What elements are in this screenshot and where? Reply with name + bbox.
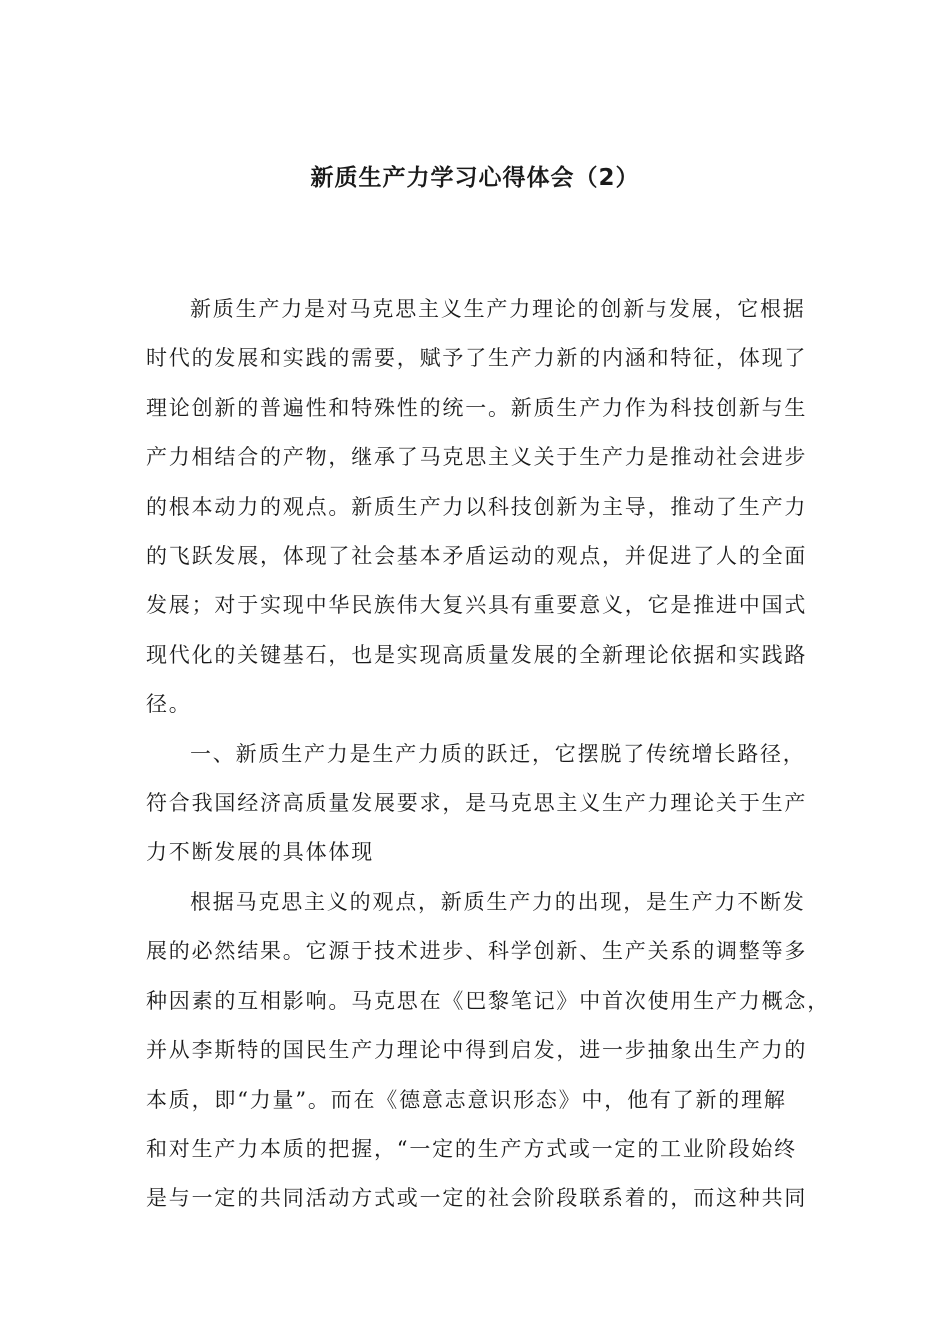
document-title: 新质生产力学习心得体会（2）: [310, 165, 640, 191]
text-line: 根据马克思主义的观点，新质生产力的出现，是生产力不断发: [190, 889, 806, 914]
text-line: 现代化的关键基石，也是实现高质量发展的全新理论依据和实践路: [146, 642, 808, 667]
text-line: 力不断发展的具体体现: [146, 840, 374, 865]
text-line: 符合我国经济高质量发展要求，是马克思主义生产力理论关于生产: [146, 791, 808, 816]
text-line: 理论创新的普遍性和特殊性的统一。新质生产力作为科技创新与生: [146, 395, 808, 420]
text-line: 并从李斯特的国民生产力理论中得到启发，进一步抽象出生产力的: [146, 1038, 808, 1063]
text-line: 是与一定的共同活动方式或一定的社会阶段联系着的，而这种共同: [146, 1186, 808, 1211]
text-line: 种因素的互相影响。马克思在《巴黎笔记》中首次使用生产力概念，: [146, 988, 830, 1013]
paragraph-marx-theory: [146, 878, 830, 1224]
paragraph-intro: [146, 285, 806, 730]
text-line: 时代的发展和实践的需要，赋予了生产力新的内涵和特征，体现了: [146, 346, 808, 371]
text-line: 和对生产力本质的把握，“一定的生产方式或一定的工业阶段始终: [146, 1136, 797, 1161]
text-line: 展的必然结果。它源于技术进步、科学创新、生产关系的调整等多: [146, 939, 808, 964]
text-line: 径。: [146, 692, 192, 717]
text-line: 的根本动力的观点。新质生产力以科技创新为主导，推动了生产力: [146, 494, 808, 519]
text-line: 新质生产力是对马克思主义生产力理论的创新与发展，它根据: [190, 297, 806, 321]
text-line: 本质，即“力量”。而在《德意志意识形态》中，他有了新的理解: [146, 1087, 787, 1112]
text-line: 一、新质生产力是生产力质的跃迁，它摆脱了传统增长路径，: [190, 741, 806, 766]
document-body: [146, 285, 830, 1224]
text-line: 发展；对于实现中华民族伟大复兴具有重要意义，它是推进中国式: [146, 593, 808, 618]
section-heading-1: [146, 730, 806, 878]
text-line: 产力相结合的产物，继承了马克思主义关于生产力是推动社会进步: [146, 445, 808, 470]
text-line: 的飞跃发展，体现了社会基本矛盾运动的观点，并促进了人的全面: [146, 544, 808, 569]
